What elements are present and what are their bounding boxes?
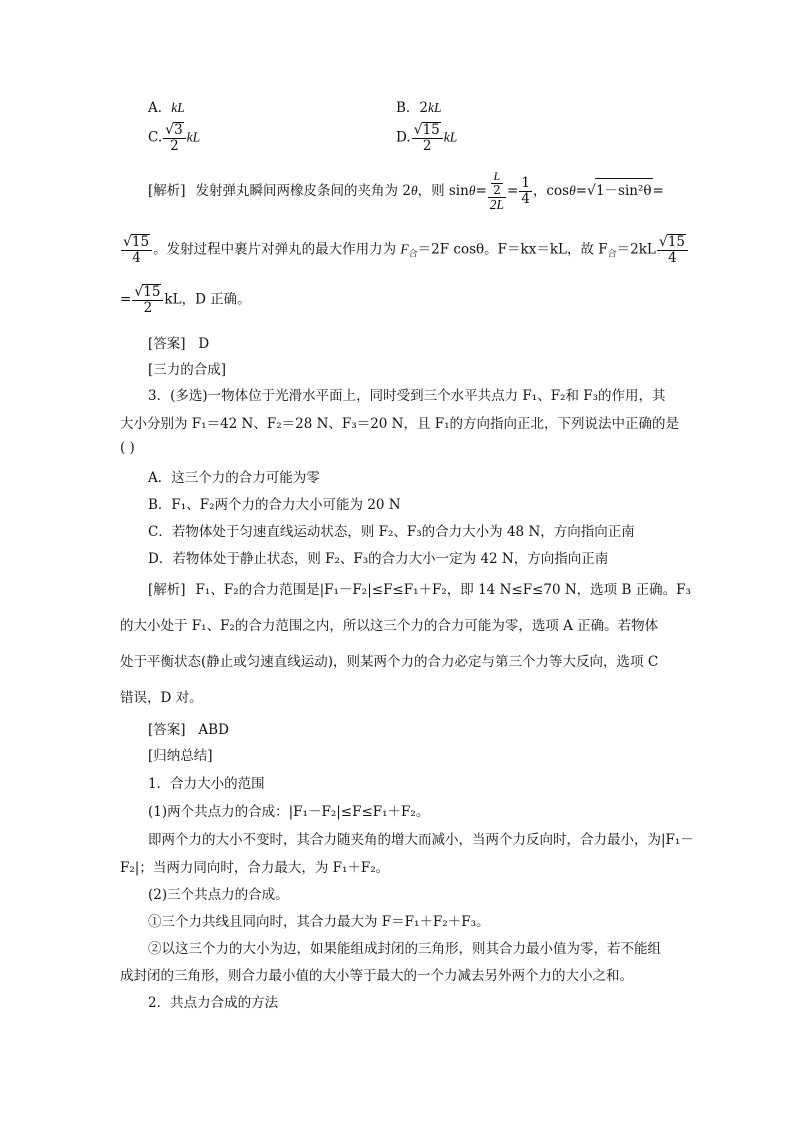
option-label: B．	[396, 100, 420, 116]
numerator: L	[491, 170, 503, 184]
answer-tag: [答案]	[148, 336, 186, 352]
equals: =	[575, 183, 588, 200]
option-label: D.	[396, 129, 411, 146]
denominator: 4	[132, 250, 141, 267]
sqrt-value: 15	[131, 234, 150, 250]
analysis-tag: [解析]	[148, 582, 186, 598]
analysis-2-line-4: 错误，D 对。	[120, 690, 203, 706]
analysis-1-line-3	[120, 284, 251, 316]
summary-paragraph: F₂|；当两力同向时，合力最大，为 F₁＋F₂。	[120, 860, 390, 876]
question-3-option-d: D．若物体处于静止状态，则 F₂、F₃的合力大小一定为 42 N，方向指向正南	[148, 551, 609, 567]
equals: =	[475, 183, 487, 200]
fraction-sqrt15-2: $\frac{√15}{2}$	[132, 284, 163, 316]
analysis-text: ＝2kL	[616, 241, 656, 258]
option-label: C.	[148, 129, 163, 146]
analysis-1-line-1: [解析] 发射弹丸瞬间两橡皮条间的夹角为 2θ，则 sinθ= $\frac{\frac{L}{2}}{2L}$ = $\frac{1}{4}$ ，cosθ=√1－sin²θ=	[148, 169, 664, 213]
denominator: 4	[668, 250, 677, 267]
analysis-tag: [解析]	[148, 183, 186, 200]
analysis-text: ，cos	[532, 183, 570, 200]
question-3-line-2: 大小分别为 F₁＝42 N、F₂＝28 N、F₃＝20 N，且 F₁的方向指向正北，下列说法中正确的是	[120, 416, 680, 432]
sqrt-value: 15	[143, 284, 161, 300]
summary-paragraph: ②以这三个力的大小为边，如果能组成封闭的三角形，则其合力最小值为零，若不能组	[148, 941, 661, 957]
question-3-option-c: C．若物体处于匀速直线运动状态，则 F₂、F₃的合力大小为 48 N，方向指向正南	[148, 524, 635, 540]
theta-symbol: θ	[569, 183, 576, 199]
summary-paragraph: (1)两个共点力的合成：|F₁－F₂|≤F≤F₁＋F₂。	[148, 804, 430, 820]
sqrt-value: 15	[667, 234, 685, 250]
analysis-1-line-2	[120, 234, 689, 266]
analysis-2-line-2: 的大小处于 F₁、F₂的合力范围之内，所以这三个力的合力可能为零，选项 A 正确。若物体	[120, 618, 659, 634]
answer-2	[148, 718, 680, 738]
answer-value: ABD	[198, 722, 229, 738]
option-label: A．	[148, 100, 172, 116]
sqrt-value: 15	[422, 122, 440, 138]
option-b	[396, 96, 442, 116]
analysis-2-line-3: 处于平衡状态(静止或匀速直线运动)，则某两个力的合力必定与第三个力等大反向，选项 C	[120, 654, 659, 670]
answer-1	[148, 332, 680, 352]
equals: =	[507, 183, 519, 200]
subscript: 合	[408, 249, 418, 260]
fraction-l-2-over-2l	[488, 170, 506, 213]
answer-value: D	[198, 336, 210, 352]
summary-paragraph: (2)三个共点力的合成。	[148, 887, 289, 903]
equals: =	[120, 291, 132, 308]
answer-tag: [答案]	[148, 722, 186, 738]
question-3-blank: ( )	[120, 440, 135, 456]
denominator: 2	[143, 300, 153, 317]
theta-symbol: θ	[468, 183, 476, 199]
sqrt-body: 1－sin²θ	[595, 178, 653, 199]
option-c	[148, 122, 200, 154]
denominator: 2	[422, 138, 432, 155]
denominator: 2	[493, 183, 501, 198]
denominator: 4	[521, 191, 530, 208]
analysis-text: 。发射过程中裹片对弹丸的最大作用力为	[153, 241, 401, 258]
summary-paragraph: 成封闭的三角形，则合力最小值的大小等于最大的一个力减去另外两个力的大小之和。	[120, 968, 633, 984]
fraction-sqrt15-4: $\frac{√15}{4}$	[121, 234, 152, 266]
analysis-text: F₁、F₂的合力范围是|F₁－F₂|≤F≤F₁＋F₂，即 14 N≤F≤70 N，选项 B 正确。F₃	[195, 582, 691, 598]
option-var: kL	[428, 100, 442, 115]
summary-title: [归纳总结]	[148, 748, 213, 764]
subscript: 合	[607, 249, 617, 260]
theta-symbol: θ	[410, 183, 418, 199]
analysis-text: ，则 sin	[417, 183, 469, 200]
option-a	[148, 96, 185, 116]
option-value: kL	[171, 100, 185, 115]
numerator: 1	[521, 175, 530, 192]
sqrt-value: 3	[174, 122, 183, 138]
section-title: [三力的合成]	[148, 362, 227, 378]
question-3-option-a: A．这三个力的合力可能为零	[148, 470, 320, 486]
summary-paragraph: 即两个力的大小不变时，其合力随夹角的增大而减小，当两个力反向时，合力最小，为|F₁－	[148, 832, 694, 848]
fraction: $\frac{√15}{2}$	[412, 122, 443, 154]
option-value: 2	[419, 100, 429, 116]
option-var: kL	[186, 129, 201, 145]
option-var: kL	[443, 129, 458, 145]
denominator: 2L	[489, 197, 505, 213]
equals: =	[652, 183, 664, 200]
fraction-sqrt15-4: $\frac{√15}{4}$	[657, 234, 688, 266]
analysis-2-line-1	[148, 578, 691, 598]
fraction-1-4	[519, 176, 532, 207]
denominator: 2	[170, 138, 179, 155]
analysis-text: 发射弹丸瞬间两橡皮条间的夹角为 2	[195, 183, 411, 200]
question-3-line-1: 3．(多选)一物体位于光滑水平面上，同时受到三个水平共点力 F₁、F₂和 F₃的作用，其	[148, 388, 666, 404]
summary-heading-1: 1．合力大小的范围	[148, 776, 265, 792]
analysis-text: kL，D 正确。	[164, 291, 251, 308]
summary-heading-2: 2．共点力合成的方法	[148, 995, 279, 1011]
summary-paragraph: ①三个力共线且同向时，其合力最大为 F＝F₁＋F₂＋F₃。	[148, 914, 490, 930]
analysis-text: ＝2F cosθ。F＝kx＝kL，故 F	[417, 241, 608, 258]
force-symbol: F	[400, 241, 409, 257]
fraction: $\frac{√3}{2}$	[163, 122, 186, 154]
option-d	[396, 122, 457, 154]
question-3-option-b: B．F₁、F₂两个力的合力大小可能为 20 N	[148, 497, 401, 513]
